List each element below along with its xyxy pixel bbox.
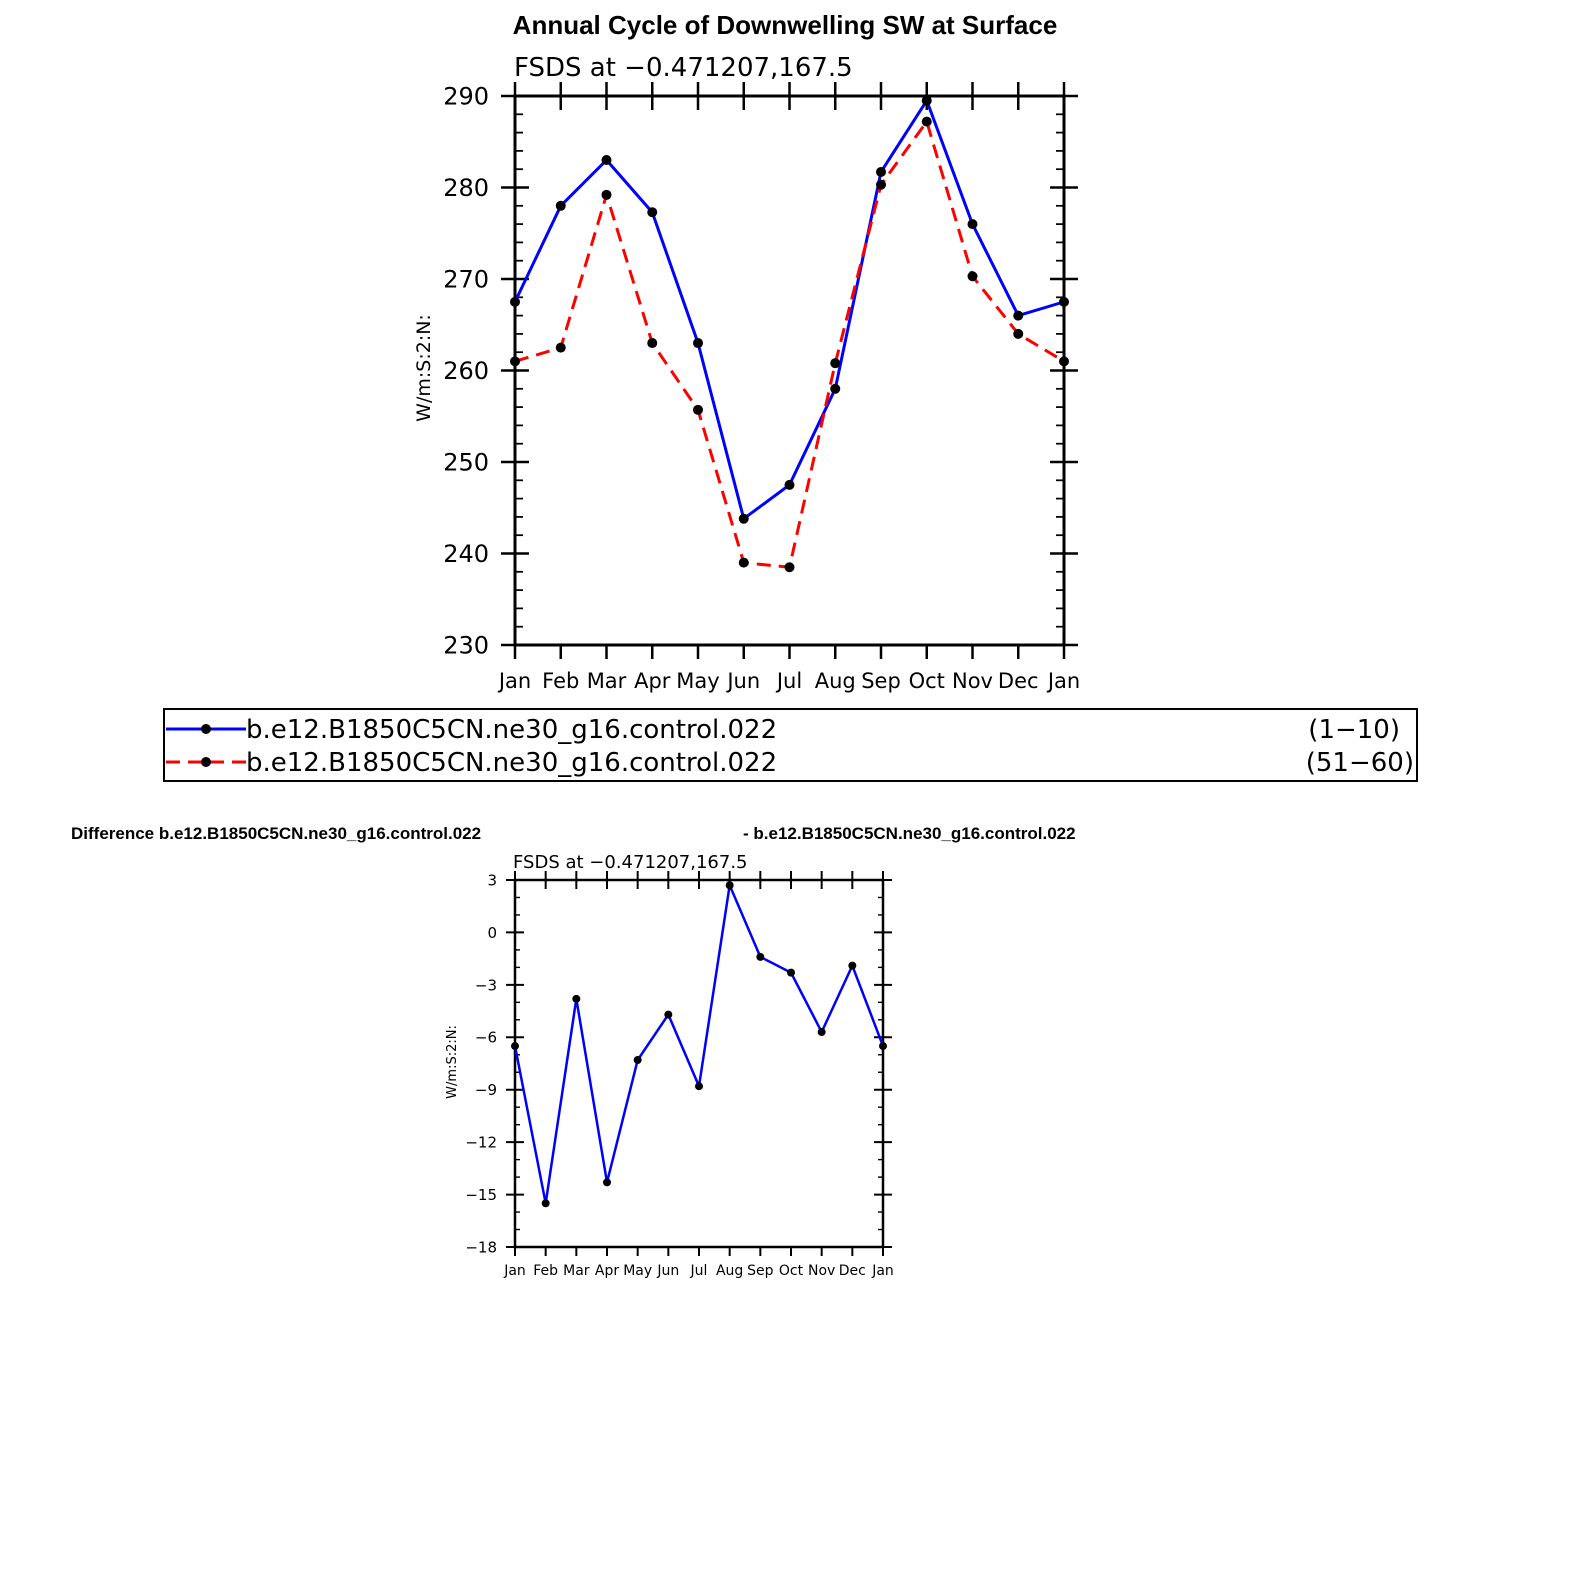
bot-series-0-point-2 [572, 995, 580, 1003]
top-series-line-1 [515, 122, 1064, 568]
top-ytick-label-0: 230 [443, 631, 489, 660]
bot-series-0-point-10 [818, 1028, 826, 1036]
bottom-axis-ticks [506, 871, 892, 1256]
top-series-1-point-11 [1013, 329, 1023, 339]
bot-ytick-label-3: −9 [474, 1081, 497, 1100]
top-xtick-label-0: Jan [498, 669, 532, 693]
bot-series-line-0 [515, 885, 883, 1203]
bot-series-0-point-7 [726, 881, 734, 889]
top-series-0-point-1 [556, 201, 566, 211]
legend-range-1: (1−10) [1308, 715, 1400, 745]
bot-xtick-label-9: Oct [778, 1263, 804, 1279]
top-series-0-point-0 [510, 297, 520, 307]
top-series-1-point-3 [647, 338, 657, 348]
top-series-1-point-5 [739, 558, 749, 568]
bot-ytick-label-5: −3 [474, 976, 497, 995]
bottom-chart-subtitle: FSDS at −0.471207,167.5 [513, 852, 748, 873]
bot-xtick-label-3: Apr [594, 1263, 620, 1279]
bot-xtick-label-6: Jul [690, 1263, 708, 1279]
bottom-series-group [511, 881, 887, 1207]
top-series-1-point-7 [830, 358, 840, 368]
bot-xtick-label-4: May [623, 1263, 653, 1279]
top-chart-title: Annual Cycle of Downwelling SW at Surface [512, 10, 1058, 40]
bot-ytick-label-6: 0 [487, 923, 497, 942]
bot-xtick-label-1: Feb [533, 1263, 559, 1279]
top-series-1-point-8 [876, 180, 886, 190]
bot-series-0-point-0 [511, 1042, 519, 1050]
top-ytick-label-5: 280 [443, 174, 489, 203]
legend-marker-2 [201, 757, 211, 767]
bot-series-0-point-12 [879, 1042, 887, 1050]
legend-entry-1 [166, 715, 1400, 745]
bot-xtick-label-0: Jan [504, 1263, 526, 1279]
bottom-chart-title-left: Difference b.e12.B1850C5CN.ne30_g16.control.022 [71, 824, 482, 843]
bot-series-0-point-4 [634, 1056, 642, 1064]
bot-series-0-point-5 [664, 1011, 672, 1019]
top-series-group [510, 96, 1069, 573]
top-series-0-point-9 [922, 96, 932, 106]
annual-cycle-chart [413, 10, 1080, 693]
legend-range-2: (51−60) [1305, 748, 1414, 778]
top-xtick-label-12: Jan [1047, 669, 1081, 693]
top-series-line-0 [515, 101, 1064, 519]
legend-entry-2 [166, 748, 1414, 778]
bot-ytick-label-1: −15 [465, 1185, 497, 1204]
top-series-1-point-2 [602, 190, 612, 200]
bot-series-0-point-6 [695, 1082, 703, 1090]
top-xtick-label-8: Sep [861, 669, 901, 693]
top-series-0-point-10 [968, 219, 978, 229]
top-series-1-point-4 [693, 405, 703, 415]
top-xtick-label-11: Dec [997, 669, 1039, 693]
bot-xtick-label-11: Dec [838, 1263, 866, 1279]
bot-ytick-label-0: −18 [465, 1238, 497, 1257]
top-series-1-point-12 [1059, 356, 1069, 366]
bot-xtick-label-7: Aug [715, 1263, 744, 1279]
top-ytick-label-1: 240 [443, 540, 489, 569]
top-xtick-label-4: May [676, 669, 720, 693]
bot-ytick-label-2: −12 [465, 1133, 497, 1152]
top-ytick-label-2: 250 [443, 448, 489, 477]
legend-label-1: b.e12.B1850C5CN.ne30_g16.control.022 [246, 715, 778, 745]
bot-series-0-point-11 [848, 962, 856, 970]
top-series-0-point-12 [1059, 297, 1069, 307]
bottom-chart-ylabel: W/m:S:2:N: [445, 1025, 460, 1099]
top-series-1-point-0 [510, 356, 520, 366]
top-series-0-point-11 [1013, 311, 1023, 321]
bot-xtick-label-10: Nov [808, 1263, 836, 1279]
top-chart-ylabel: W/m:S:2:N: [413, 314, 435, 422]
bottom-chart-title-right: - b.e12.B1850C5CN.ne30_g16.control.022 [743, 824, 1076, 843]
top-xtick-label-2: Mar [586, 669, 627, 693]
bot-ytick-label-7: 3 [487, 871, 497, 890]
bot-xtick-label-12: Jan [872, 1263, 894, 1279]
top-axis-ticks [501, 82, 1078, 659]
bottom-y-tick-labels [465, 871, 497, 1256]
bottom-plot-frame [515, 880, 883, 1247]
bottom-x-tick-labels [503, 1263, 894, 1279]
top-series-1-point-9 [922, 117, 932, 127]
bot-series-0-point-8 [756, 953, 764, 961]
top-series-0-point-6 [785, 480, 795, 490]
bot-series-0-point-9 [787, 969, 795, 977]
bot-xtick-label-2: Mar [563, 1263, 590, 1279]
top-ytick-label-3: 260 [443, 357, 489, 386]
difference-chart [71, 824, 1076, 1279]
bot-xtick-label-8: Sep [747, 1263, 774, 1279]
top-series-1-point-10 [968, 271, 978, 281]
top-xtick-label-3: Apr [634, 669, 671, 693]
top-ytick-label-6: 290 [443, 82, 489, 111]
bot-xtick-label-5: Jun [657, 1263, 680, 1279]
top-series-0-point-3 [647, 207, 657, 217]
top-xtick-label-1: Feb [542, 669, 580, 693]
top-series-1-point-1 [556, 343, 566, 353]
top-series-0-point-7 [830, 384, 840, 394]
top-series-0-point-8 [876, 167, 886, 177]
top-series-0-point-4 [693, 338, 703, 348]
top-series-0-point-5 [739, 514, 749, 524]
top-y-tick-labels [443, 83, 489, 660]
bot-series-0-point-3 [603, 1178, 611, 1186]
top-xtick-label-5: Jun [727, 669, 761, 693]
top-series-1-point-6 [785, 562, 795, 572]
legend-label-2: b.e12.B1850C5CN.ne30_g16.control.022 [246, 748, 778, 778]
bot-ytick-label-4: −6 [474, 1028, 497, 1047]
top-series-0-point-2 [602, 155, 612, 165]
bot-series-0-point-1 [542, 1199, 550, 1207]
top-xtick-label-10: Nov [952, 669, 993, 693]
top-x-tick-labels [497, 669, 1080, 693]
top-xtick-label-7: Aug [814, 669, 856, 693]
top-chart-subtitle: FSDS at −0.471207,167.5 [514, 53, 853, 83]
top-xtick-label-9: Oct [908, 669, 945, 693]
top-ytick-label-4: 270 [443, 265, 489, 294]
legend-marker-1 [201, 724, 211, 734]
legend [164, 709, 1417, 781]
top-xtick-label-6: Jul [776, 669, 803, 693]
